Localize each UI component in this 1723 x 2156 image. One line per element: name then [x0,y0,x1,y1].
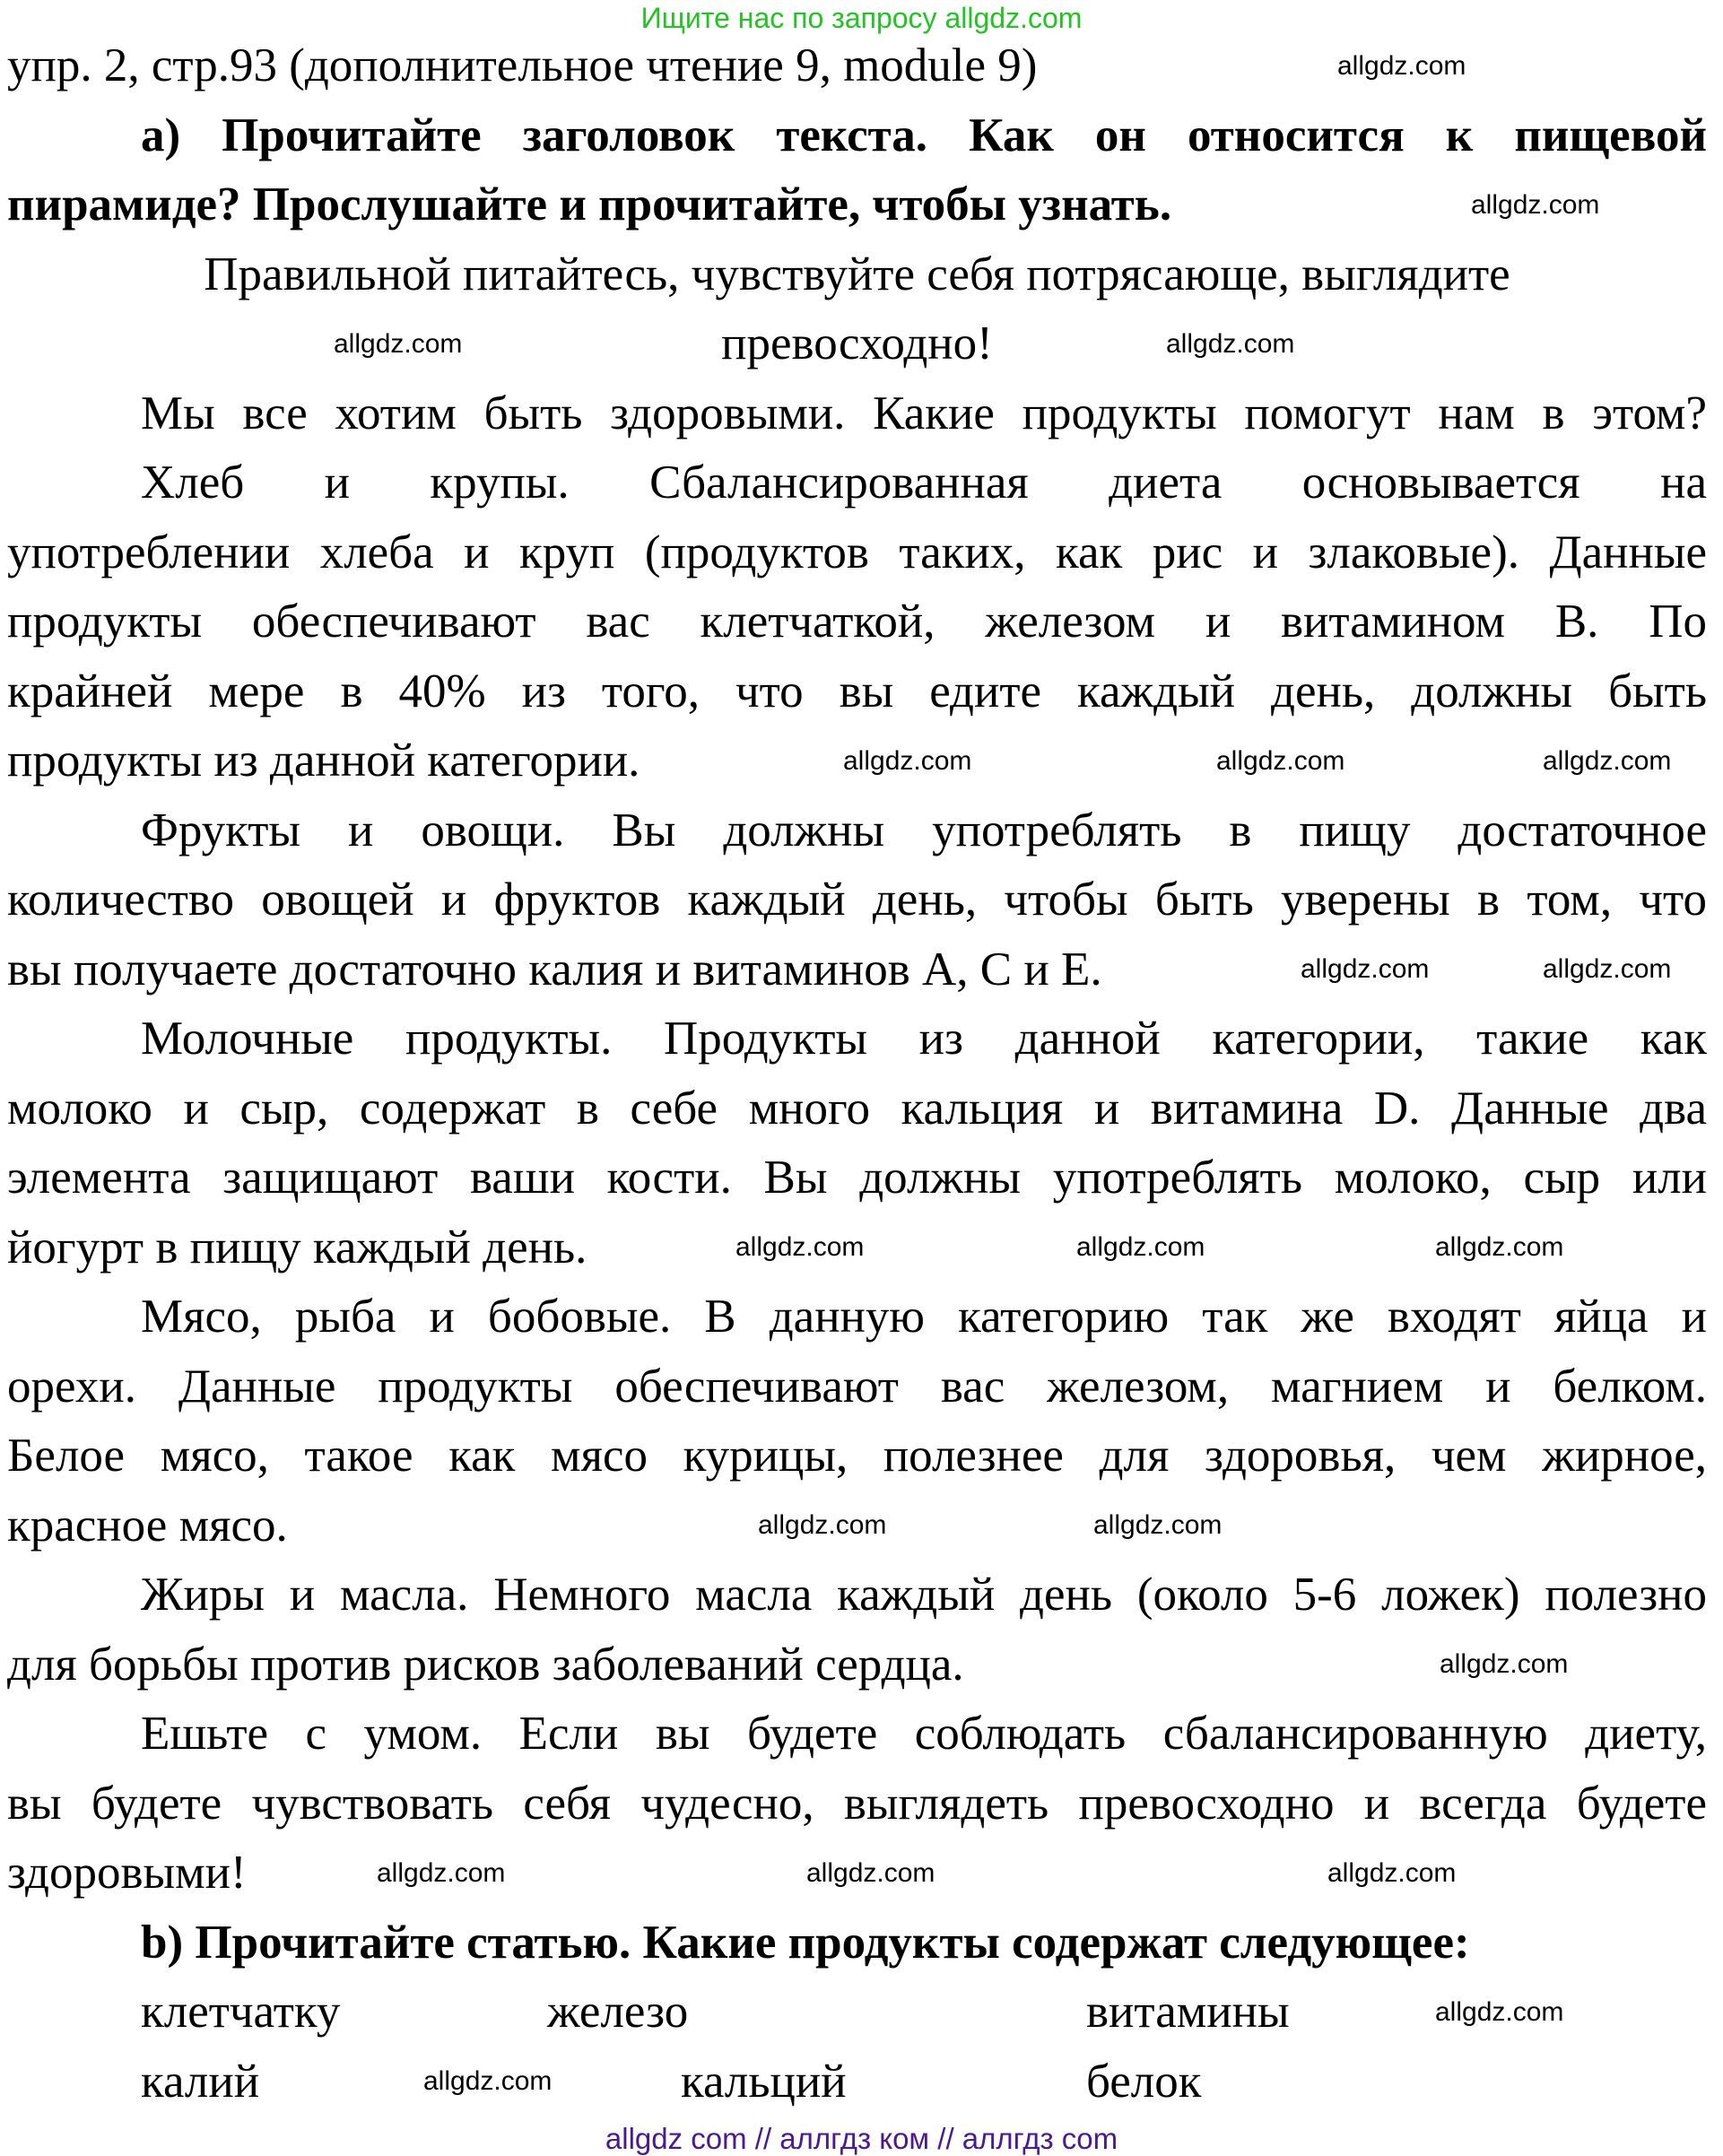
word: калий [141,2055,260,2108]
text-line: красное мясо. [7,1499,288,1552]
watermark: allgdz.com [423,2066,553,2096]
word: кальций [681,2055,847,2108]
text-line: Ешьте с умом. Если вы будете соблюдать сбалансированную диету, [141,1708,1707,1760]
exercise-page [7,31,1707,2117]
text-line: вы получаете достаточно калия и витаминов A, C и E. [7,943,1102,995]
text-line: Хлеб и крупы. Сбалансированная диета основывается на [141,456,1707,509]
word: белок [1086,2055,1202,2108]
word-row [7,2047,1707,2117]
text-line: Молочные продукты. Продукты из данной категории, такие как [141,1013,1707,1065]
watermark: allgdz.com [1327,1858,1457,1888]
word: витамины [1086,1986,1290,2038]
text-line: крайней мере в 40% из того, что вы едите каждый день, должны быть [7,665,1707,717]
watermark: allgdz.com [334,329,463,359]
text-line: Белое мясо, такое как мясо курицы, полезнее для здоровья, чем жирное, [7,1430,1707,1482]
watermark: allgdz.com [1216,746,1345,776]
text-line: для борьбы против рисков заболеваний сердца. [7,1638,964,1691]
text-line: Жиры и масла. Немного масла каждый день (около 5-6 ложек) полезно [141,1569,1707,1621]
watermark: allgdz.com [843,746,972,776]
watermark: allgdz.com [377,1858,506,1888]
word: железо [547,1986,689,2038]
watermark: allgdz.com [735,1232,865,1262]
task-a-line: пирамиде? Прослушайте и прочитайте, чтобы узнать. [7,178,1172,230]
text-line: продукты обеспечивают вас клетчаткой, железом и витамином B. По [7,596,1707,648]
footer-watermark: allgdz com // аллгдз ком // аллгдз com [605,2122,1118,2155]
watermark: allgdz.com [1543,746,1672,776]
text-line: Фрукты и овощи. Вы должны употреблять в пищу достаточное [141,804,1707,856]
text-line: вы будете чувствовать себя чудесно, выглядеть превосходно и всегда будете [7,1777,1707,1830]
watermark: allgdz.com [806,1858,935,1888]
task-a-line: а) Прочитайте заголовок текста. Как он относится к пищевой [141,109,1707,161]
watermark: allgdz.com [1166,329,1295,359]
watermark: allgdz.com [1471,190,1600,220]
text-line: продукты из данной категории. [7,735,640,787]
text-line: употреблении хлеба и круп (продуктов таких, как рис и злаковые). Данные [7,526,1707,578]
watermark: allgdz.com [1435,1997,1564,2027]
text-line: Мясо, рыба и бобовые. В данную категорию так же входят яйца и [141,1291,1707,1343]
exercise-title: упр. 2, стр.93 (дополнительное чтение 9, module 9) [7,39,1038,91]
watermark: allgdz.com [758,1510,887,1540]
text-line: орехи. Данные продукты обеспечивают вас железом, магнием и белком. [7,1360,1707,1413]
text-heading: Правильной питайтесь, чувствуйте себя потрясающе, выглядите [204,248,1510,300]
watermark: allgdz.com [1440,1649,1569,1679]
text-line: Мы все хотим быть здоровыми. Какие продукты помогут нам в этом? [141,387,1707,439]
text-line: количество овощей и фруктов каждый день, чтобы быть уверены в том, что [7,874,1707,926]
text-line: молоко и сыр, содержат в себе много кальция и витамина D. Данные два [7,1082,1707,1135]
text-line: здоровыми! [7,1847,247,1899]
watermark: allgdz.com [1543,954,1672,984]
watermark: allgdz.com [1076,1232,1205,1262]
word: клетчатку [141,1986,341,2038]
text-line: элемента защищают ваши кости. Вы должны употреблять молоко, сыр или [7,1152,1707,1204]
watermark: allgdz.com [1435,1232,1564,1262]
task-b: b) Прочитайте статью. Какие продукты содержат следующее: [141,1916,1470,1969]
watermark: allgdz.com [1301,954,1430,984]
search-banner: Ищите нас по запросу allgdz.com [640,2,1083,34]
text-line: йогурт в пищу каждый день. [7,1221,587,1274]
text-heading: превосходно! [721,317,993,369]
watermark: allgdz.com [1337,51,1466,81]
watermark: allgdz.com [1093,1510,1223,1540]
